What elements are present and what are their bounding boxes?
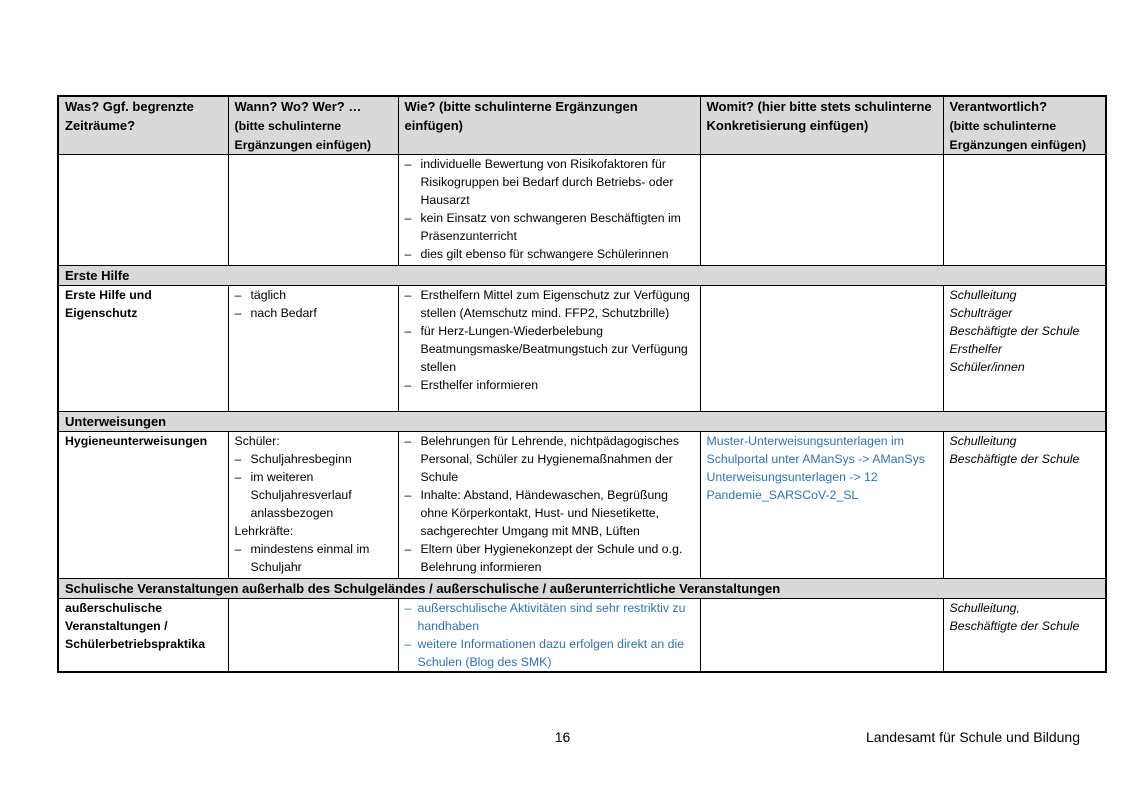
section-row-first-aid	[58, 266, 1106, 286]
table-row	[58, 155, 1106, 266]
page-number: 16	[554, 729, 571, 745]
table-row	[58, 599, 1106, 673]
responsible-entry: Beschäftigte der Schule	[949, 452, 1080, 466]
table-header-row	[58, 96, 1106, 155]
responsible-entry: Schüler/innen	[949, 360, 1025, 374]
cell-what: Hygieneunterweisungen	[58, 432, 228, 579]
table-row	[58, 432, 1106, 579]
list-item: – individuelle Bewertung von Risikofaktoren für Risikogruppen bei Bedarf durch Betriebs- oder Hausarzt	[405, 155, 694, 209]
cell-responsible	[943, 432, 1106, 579]
cell-with	[700, 599, 943, 673]
cell-what	[58, 155, 228, 266]
table-row	[58, 286, 1106, 412]
cell-how	[398, 155, 700, 266]
cell-when	[228, 599, 398, 673]
cell-how	[398, 432, 700, 579]
measures-table	[57, 95, 1107, 673]
cell-responsible	[943, 155, 1106, 266]
list-item: – dies gilt ebenso für schwangere Schülerinnen	[405, 245, 694, 263]
when-students-label: Schüler:	[234, 434, 280, 448]
section-row-instructions	[58, 412, 1106, 432]
cell-when	[228, 286, 398, 412]
list-item: – Belehrungen für Lehrende, nichtpädagogisches Personal, Schüler zu Hygienemaßnahmen der Schule	[405, 432, 694, 486]
list-item: – kein Einsatz von schwangeren Beschäftigten im Präsenzunterricht	[405, 209, 694, 245]
list-item: – Inhalte: Abstand, Händewaschen, Begrüßung ohne Körperkontakt, Hust- und Niesetikette, sachgerechter Umgang mit MNB, Lüften	[405, 486, 694, 540]
cell-when	[228, 432, 398, 579]
list-item: – nach Bedarf	[235, 304, 392, 322]
responsible-entry: Schulträger	[949, 306, 1013, 320]
responsible-entry: Schulleitung	[949, 288, 1017, 302]
header-responsible-sub: (bitte schulinterne Ergänzungen einfügen)	[949, 119, 1087, 152]
list-item: – Schuljahresbeginn	[235, 450, 392, 468]
list-item: – Ersthelfern Mittel zum Eigenschutz zur Verfügung stellen (Atemschutz mind. FFP2, Schutzbrille)	[405, 286, 694, 322]
responsible-entry: Schulleitung,	[949, 601, 1020, 615]
cell-how	[398, 286, 700, 412]
cell-with	[700, 286, 943, 412]
list-item: – mindestens einmal im Schuljahr	[235, 540, 392, 576]
responsible-entry: Ersthelfer	[949, 342, 1003, 356]
list-item: – Eltern über Hygienekonzept der Schule und o.g. Belehrung informieren	[405, 540, 694, 576]
section-title: Erste Hilfe	[58, 266, 1106, 286]
responsible-entry: Beschäftigte der Schule	[949, 324, 1080, 338]
list-item: – täglich	[235, 286, 392, 304]
list-item: – Ersthelfer informieren	[405, 376, 694, 394]
footer-organization: Landesamt für Schule und Bildung	[865, 729, 1080, 745]
list-item: – weitere Informationen dazu erfolgen direkt an die Schulen (Blog des SMK)	[405, 635, 694, 671]
instruction-materials-link[interactable]: Muster-Unterweisungsunterlagen im Schulportal unter AManSys -> AManSys Unterweisungsunterlagen -> 12 Pandemie_SARSCoV-2_SL	[706, 434, 925, 502]
header-when: Wann? Wo? Wer? … (bitte schulinterne Ergänzungen einfügen)	[228, 96, 398, 155]
header-when-sub: (bitte schulinterne Ergänzungen einfügen)	[234, 119, 372, 152]
responsible-entry: Schulleitung	[949, 434, 1017, 448]
section-title: Schulische Veranstaltungen außerhalb des Schulgeländes / außerschulische / außerunterrichtliche Veranstaltungen	[58, 579, 1106, 599]
header-what: Was? Ggf. begrenzte Zeiträume?	[58, 96, 228, 155]
list-item: – außerschulische Aktivitäten sind sehr restriktiv zu handhaben	[405, 599, 694, 635]
list-item: – im weiteren Schuljahresverlauf anlassbezogen	[235, 468, 392, 522]
cell-what: außerschulische Veranstaltungen / Schülerbetriebspraktika	[58, 599, 228, 673]
responsible-entry: Beschäftigte der Schule	[949, 619, 1080, 633]
header-with: Womit? (hier bitte stets schulinterne Konkretisierung einfügen)	[700, 96, 943, 155]
cell-with	[700, 155, 943, 266]
cell-with	[700, 432, 943, 579]
section-row-events	[58, 579, 1106, 599]
header-how: Wie? (bitte schulinterne Ergänzungen einfügen)	[398, 96, 700, 155]
list-item: – für Herz-Lungen-Wiederbelebung Beatmungsmaske/Beatmungstuch zur Verfügung stellen	[405, 322, 694, 376]
cell-what: Erste Hilfe und Eigenschutz	[58, 286, 228, 412]
cell-responsible	[943, 286, 1106, 412]
header-responsible: Verantwortlich? (bitte schulinterne Ergänzungen einfügen)	[943, 96, 1106, 155]
cell-how	[398, 599, 700, 673]
section-title: Unterweisungen	[58, 412, 1106, 432]
cell-responsible	[943, 599, 1106, 673]
cell-when	[228, 155, 398, 266]
when-teachers-label: Lehrkräfte:	[234, 524, 294, 538]
